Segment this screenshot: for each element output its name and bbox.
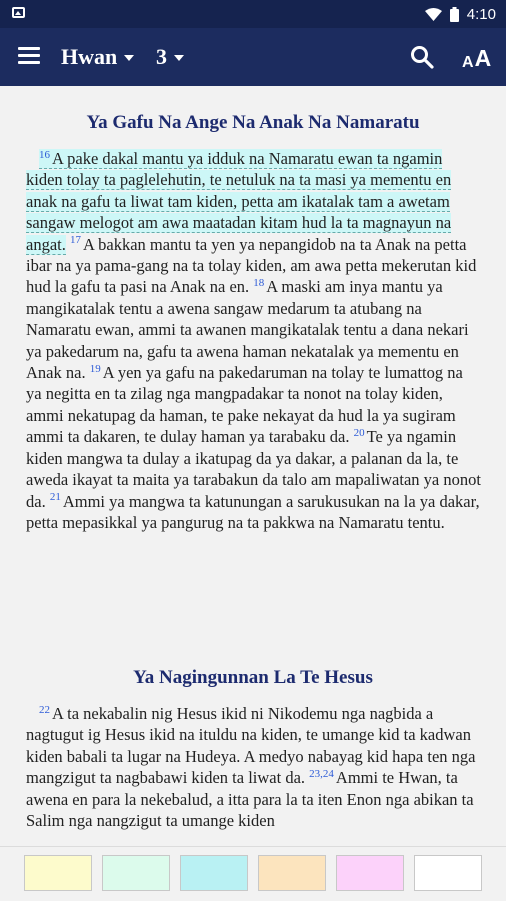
verse-number: 23,24: [309, 767, 334, 780]
section-heading: Ya Gafu Na Ange Na Anak Na Namaratu: [86, 112, 420, 133]
search-icon[interactable]: [409, 44, 435, 70]
book-name: Hwan: [61, 44, 118, 69]
highlight-pink-swatch[interactable]: [336, 855, 404, 891]
verse-number: 18: [253, 276, 265, 289]
highlight-cyan-swatch[interactable]: [180, 855, 248, 891]
verse[interactable]: [26, 492, 480, 532]
verse-number: 16: [39, 148, 50, 161]
book-selector[interactable]: [61, 42, 134, 72]
book-caret-icon: [124, 55, 134, 61]
highlight-yellow-swatch[interactable]: [24, 855, 92, 891]
verse-text: Te ya ngamin kiden mangwa ta dulay a ikatupag da ya dakar, a palanan da la, te aweda ikayat ta maita ya tarabakun da talo am mapaliwatan ya nonot da.: [26, 427, 481, 511]
verse-number: 21: [49, 491, 61, 503]
verse-number: 20: [353, 426, 365, 439]
paragraph: [26, 148, 482, 533]
verse-text: Ammi ya mangwa ta katunungan a sarukusukan na la ya dakar, petta mepasikkal ya pangurug na ta pakkwa na Namaratu tentu.: [26, 491, 480, 532]
paragraph: [26, 703, 482, 831]
verse-text: A maski am inya mantu ya mangikatalak tentu a awena sangaw medarum ta atubang na Namaratu ewan, ammi ta awanen mangikatalak tentu a dana nekari ya pakedarum na, gafu ta awena haman nekatalak ya mementu en Anak na.: [26, 277, 469, 383]
highlight-green-swatch[interactable]: [102, 855, 170, 891]
status-bar: [0, 0, 506, 28]
status-time: 4:10: [466, 5, 496, 23]
chapter-selector[interactable]: [156, 42, 184, 72]
app-toolbar: [0, 28, 506, 86]
chapter-caret-icon: [174, 55, 184, 61]
verse-text: A pake dakal mantu ya idduk na Namaratu ewan ta ngamin kiden tolay ta paglelehutin, te netuluk na ta masi ya mementu en anak na gafu ta liwat tam kiden, petta am ikatalak tam a awetam sangaw melogot am awa maatadan kitam hud la ta magnayun na angat.: [26, 149, 452, 254]
verse-number: 19: [89, 362, 101, 375]
highlight-orange-swatch[interactable]: [258, 855, 326, 891]
chapter-content: [0, 86, 506, 846]
battery-icon: [450, 7, 459, 22]
wifi-icon: [425, 8, 442, 21]
verse-text: A bakkan mantu ta yen ya nepangidob na ta Anak na petta ibar na ya pama-gang na ta tolay kiden, am awa petta mekerutan kid hud la gafu ta pasi na Anak na en.: [26, 234, 477, 297]
verse-number: 22: [39, 703, 50, 716]
chapter-number: 3: [156, 44, 167, 69]
highlight-color-bar: [0, 846, 506, 901]
menu-icon[interactable]: [18, 47, 40, 65]
verse-text: A yen ya gafu na pakedaruman na tolay te lumattog na ya negitta en ta zilag nga mangpadakar ta nonot na tolay kiden, ammi nekatupag da haman, te pake nekayat da hud la ya sugiram ammi ta dakaren, te dulay haman ya tarabaku da.: [26, 363, 463, 447]
highlight-clear-swatch[interactable]: [414, 855, 482, 891]
status-right: [425, 0, 496, 28]
verse-text: Ammi te Hwan, ta awena en para la nekebalud, a itta para la ta iten Enon nga abikan ta Salim nga nangzigut ta umange kiden: [26, 768, 474, 831]
verse-text: A ta nekabalin nig Hesus ikid ni Nikodemu nga nagbida a nagtugut ig Hesus ikid na ituldu na kiden, te umange kid ta kadwan kiden babali ta lugar na Hudeya. A medyo nabayag kid hapa ten nga mangzigut ta nagbabawi kiden ta liwat da.: [26, 704, 476, 788]
section-heading: Ya Nagingunnan La Te Hesus: [133, 667, 373, 688]
verse-number: 17: [69, 234, 81, 247]
text-size-icon[interactable]: A A: [462, 45, 492, 71]
image-notification-icon: [12, 7, 25, 18]
